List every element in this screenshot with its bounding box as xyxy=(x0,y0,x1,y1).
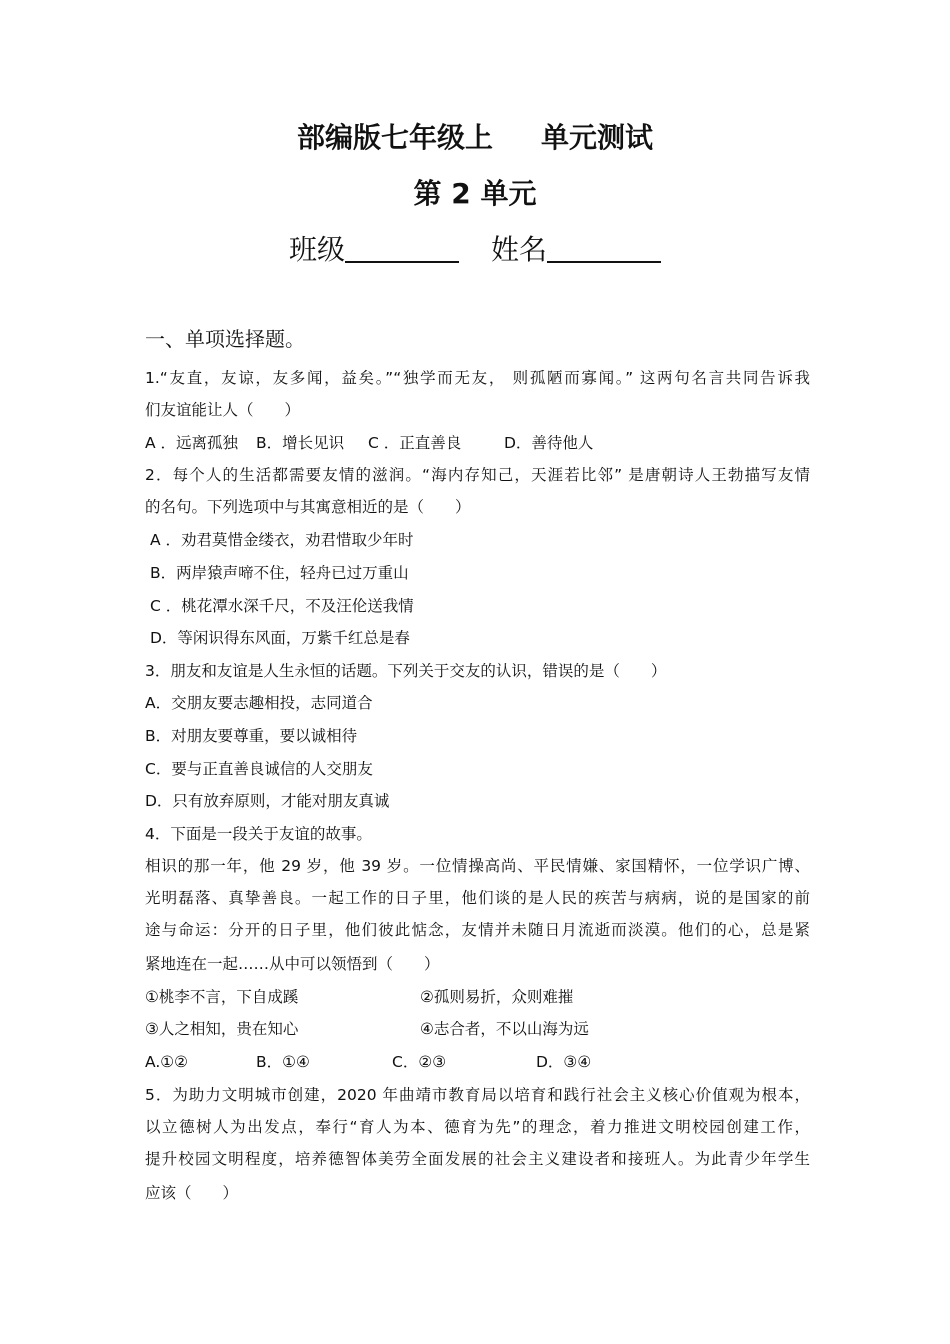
q1-option-a: A ．远离孤独 xyxy=(145,434,239,452)
section-title: 一、单项选择题。 xyxy=(145,327,305,351)
q4-option-c: C．②③ xyxy=(392,1053,447,1071)
q2-option-a: A ．劝君莫惜金缕衣，劝君惜取少年时 xyxy=(150,531,414,549)
q4-passage-3: 途与命运：分开的日子里，他们彼此惦念，友情并未随日月流逝而淡漠。他们的心，总是紧 xyxy=(145,921,810,939)
title-test: 单元测试 xyxy=(541,121,654,154)
q4-option-d: D．③④ xyxy=(536,1053,592,1071)
name-label: 姓名 xyxy=(491,233,548,266)
q4-statement-1: ①桃李不言，下自成蹊 xyxy=(145,988,299,1006)
q4-statements-row1 xyxy=(145,987,810,1007)
q4-statement-2: ②孤则易折，众则难摧 xyxy=(420,988,574,1006)
q5-line2: 以立德树人为出发点，奉行“育人为本、德育为先”的理念，着力推进文明校园创建工作， xyxy=(145,1118,810,1136)
q2-line2: 的名句。下列选项中与其寓意相近的是（ ） xyxy=(145,498,471,516)
q2-option-d: D．等闲识得东风面，万紫千红总是春 xyxy=(150,629,410,647)
q1-option-b: B．增长见识 xyxy=(256,434,345,452)
q2-line1: 2．每个人的生活都需要友情的滋润。“海内存知己，天涯若比邻” 是唐朝诗人王勃描写友情 xyxy=(145,466,810,484)
q4-passage-4: 紧地连在一起……从中可以领悟到（ ） xyxy=(145,955,440,973)
q3-option-b: B．对朋友要尊重，要以诚相待 xyxy=(145,727,358,745)
q3-option-a: A．交朋友要志趣相投，志同道合 xyxy=(145,694,373,712)
q4-statement-3: ③人之相知，贵在知心 xyxy=(145,1020,299,1038)
class-blank xyxy=(345,235,459,263)
q1-option-c: C ．正直善良 xyxy=(368,434,462,452)
q1-line1: 1.“友直，友谅，友多闻，益矣。”“独学而无友， 则孤陋而寡闻。” 这两句名言共同告诉我 xyxy=(145,369,810,387)
q2-option-c: C ．桃花潭水深千尺，不及汪伦送我情 xyxy=(150,597,414,615)
q3-option-c: C．要与正直善良诚信的人交朋友 xyxy=(145,760,373,778)
q4-statement-4: ④志合者，不以山海为远 xyxy=(420,1020,589,1038)
q4-line1: 4．下面是一段关于友谊的故事。 xyxy=(145,825,372,843)
q1-options xyxy=(145,433,810,453)
q2-option-b: B．两岸猿声啼不住，轻舟已过万重山 xyxy=(150,564,409,582)
q4-passage-1: 相识的那一年，他 29 岁，他 39 岁。一位情操高尚、平民情嫌、家国精怀，一位学识广博、 xyxy=(145,857,810,875)
q4-passage-2: 光明磊落、真挚善良。一起工作的日子里，他们谈的是人民的疾苦与病病，说的是国家的前 xyxy=(145,889,810,907)
q4-option-b: B．①④ xyxy=(256,1053,310,1071)
q4-options xyxy=(145,1052,810,1072)
name-blank xyxy=(547,235,661,263)
class-label: 班级 xyxy=(288,233,345,266)
q3-option-d: D．只有放弃原则，才能对朋友真诚 xyxy=(145,792,390,810)
q4-option-a: A.①② xyxy=(145,1053,189,1071)
q1-line2: 们友谊能让人（ ） xyxy=(145,401,301,419)
document-title xyxy=(0,116,950,156)
title-grade: 部编版七年级上 xyxy=(296,121,493,154)
q5-line3: 提升校园文明程度，培养德智体美劳全面发展的社会主义建设者和接班人。为此青少年学生 xyxy=(145,1150,810,1168)
q1-option-d: D．善待他人 xyxy=(504,434,594,452)
unit-title: 第 2 单元 xyxy=(413,177,537,210)
q3-line1: 3．朋友和友谊是人生永恒的话题。下列关于交友的认识，错误的是（ ） xyxy=(145,662,667,680)
q5-line1: 5．为助力文明城市创建，2020 年曲靖市教育局以培育和践行社会主义核心价值观为根本， xyxy=(145,1086,810,1104)
q5-line4: 应该（ ） xyxy=(145,1184,239,1202)
q4-statements-row2 xyxy=(145,1019,810,1039)
student-info xyxy=(0,228,950,268)
